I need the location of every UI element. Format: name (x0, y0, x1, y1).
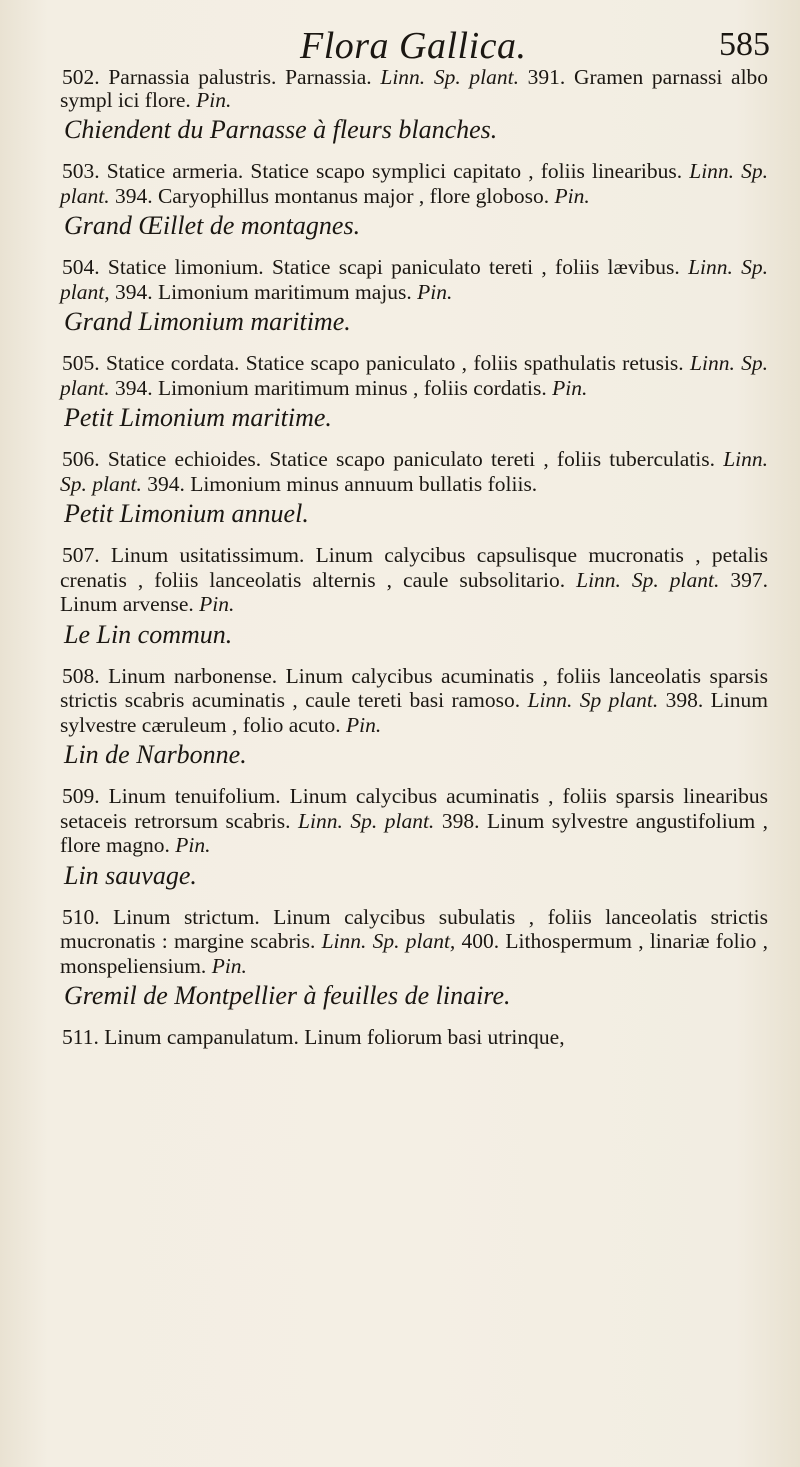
entry-509 (60, 784, 768, 891)
entry-latin: Linum strictum. Linum calycibus subulatis , foliis lanceolatis strictis mucronatis : margine scabris. (60, 904, 768, 953)
entry-508 (60, 664, 768, 771)
entry-latin: Statice limonium. Statice scapi paniculato tereti , foliis lævibus. (107, 255, 680, 279)
entry-number: 503. (62, 159, 100, 183)
entry-pin: Pin. (211, 953, 247, 978)
entry-number: 506. (62, 447, 100, 471)
entry-reference: Linn. Sp. plant. (576, 567, 720, 592)
entry-reference-page: 400. (461, 929, 500, 953)
entry-synonym: Gramen parnassi albo sympl ici flore. (60, 65, 769, 112)
entry-latin: Linum usitatissimum. Linum calycibus capsulisque mucronatis , petalis crenatis , foliis lanceolatis alternis , caule subsolitario. (60, 543, 768, 592)
entry-text (60, 784, 768, 858)
entry-text (60, 66, 768, 112)
entry-french-name: Lin sauvage. (64, 860, 197, 890)
entry-french-name: Grand Œillet de montagnes. (64, 211, 361, 240)
entry-text (60, 351, 768, 400)
entry-text (60, 447, 768, 496)
entry-synonym: Linum sylvestre angustifolium , flore magno. (60, 808, 769, 857)
entry-text (60, 664, 768, 738)
entry-synonym: Caryophillus montanus major , flore globoso. (157, 183, 550, 208)
entry-reference-page: 394. (114, 279, 153, 304)
entry-french-name: Gremil de Montpellier à feuilles de linaire. (64, 981, 511, 1010)
entry-latin: Parnassia palustris. Parnassia. (108, 65, 372, 89)
page-number: 585 (719, 26, 770, 63)
entry-reference: Linn. Sp. plant, (321, 929, 456, 953)
entry-french-name: Petit Limonium maritime. (64, 403, 332, 432)
entry-reference-page: 391. (527, 65, 566, 89)
entry-pin: Pin. (346, 712, 382, 737)
entry-502 (60, 66, 768, 145)
entry-number: 502. (62, 65, 100, 89)
entry-latin: Statice armeria. Statice scapo symplici capitato , foliis linearibus. (106, 159, 683, 183)
entry-text (60, 1025, 768, 1050)
entry-number: 504. (62, 255, 100, 279)
entry-french-name: Grand Limonium maritime. (64, 307, 351, 336)
entry-reference-page: 398. (665, 688, 704, 712)
entry-reference: Linn. Sp plant. (527, 688, 659, 712)
entry-reference: Linn. Sp. plant. (60, 351, 769, 400)
entry-507 (60, 543, 768, 650)
entry-pin: Pin. (196, 88, 232, 112)
entry-pin: Pin. (175, 833, 211, 857)
entry-latin: Linum narbonense. Linum calycibus acuminatis , foliis lanceolatis sparsis strictis scabris acuminatis , caule tereti basi ramoso. (60, 663, 768, 712)
entry-reference: Linn. Sp. plant. (60, 447, 769, 496)
entry-pin: Pin. (417, 279, 453, 304)
entry-synonym: Lithospermum , linariæ folio , monspeliensium. (60, 929, 768, 978)
entry-number: 508. (62, 663, 100, 688)
entry-synonym: Linum sylvestre cæruleum , folio acuto. (60, 688, 769, 737)
entry-text (60, 905, 768, 979)
entry-synonym: Linum arvense. (60, 592, 194, 616)
entry-french-name: Chiendent du Parnasse à fleurs blanches. (64, 115, 498, 144)
entry-text (60, 159, 768, 208)
entry-reference-page: 398. (441, 808, 480, 833)
entry-french-name: Le Lin commun. (64, 619, 233, 649)
entry-latin: Linum tenuifolium. Linum calycibus acuminatis , foliis sparsis linearibus setaceis retrorsum scabris. (60, 784, 768, 833)
entry-synonym: Limonium minus annuum bullatis foliis. (190, 471, 538, 496)
entry-text (60, 543, 768, 617)
entry-number: 507. (62, 543, 100, 567)
entry-503 (60, 159, 768, 241)
entry-text (60, 255, 768, 304)
entry-reference: Linn. Sp. plant. (298, 808, 435, 833)
entry-number: 505. (62, 351, 100, 375)
entry-pin: Pin. (552, 375, 588, 400)
entry-505 (60, 351, 768, 433)
entry-reference: Linn. Sp. plant. (60, 159, 768, 208)
entry-number: 509. (62, 784, 100, 808)
entry-reference-page: 394. (114, 375, 153, 400)
entry-504 (60, 255, 768, 337)
entry-pin: Pin. (199, 592, 235, 616)
entry-pin: Pin. (554, 183, 590, 208)
entry-number: 510. (62, 904, 100, 929)
entry-latin: Linum campanulatum. Linum foliorum basi utrinque, (104, 1025, 565, 1049)
entry-synonym: Limonium maritimum minus , foliis cordatis. (157, 375, 547, 400)
entry-french-name: Lin de Narbonne. (64, 740, 247, 769)
entry-reference-page: 394. (114, 183, 153, 208)
entry-number: 511. (62, 1025, 99, 1049)
entry-latin: Statice cordata. Statice scapo paniculato , foliis spathulatis retusis. (105, 351, 684, 375)
entry-511 (60, 1025, 768, 1050)
entry-french-name: Petit Limonium annuel. (64, 499, 309, 528)
running-title: Flora Gallica. (300, 25, 527, 67)
entry-reference: Linn. Sp. plant, (60, 255, 769, 304)
entry-latin: Statice echioides. Statice scapo paniculato tereti , foliis tuberculatis. (107, 447, 715, 471)
entry-reference-page: 394. (147, 471, 185, 496)
entry-510 (60, 905, 768, 1012)
entry-reference: Linn. Sp. plant. (380, 65, 519, 89)
entries-list (60, 66, 768, 1064)
entry-synonym: Limonium maritimum majus. (157, 279, 412, 304)
entry-reference-page: 397. (730, 567, 769, 592)
entry-506 (60, 447, 768, 529)
page-header (60, 18, 770, 68)
